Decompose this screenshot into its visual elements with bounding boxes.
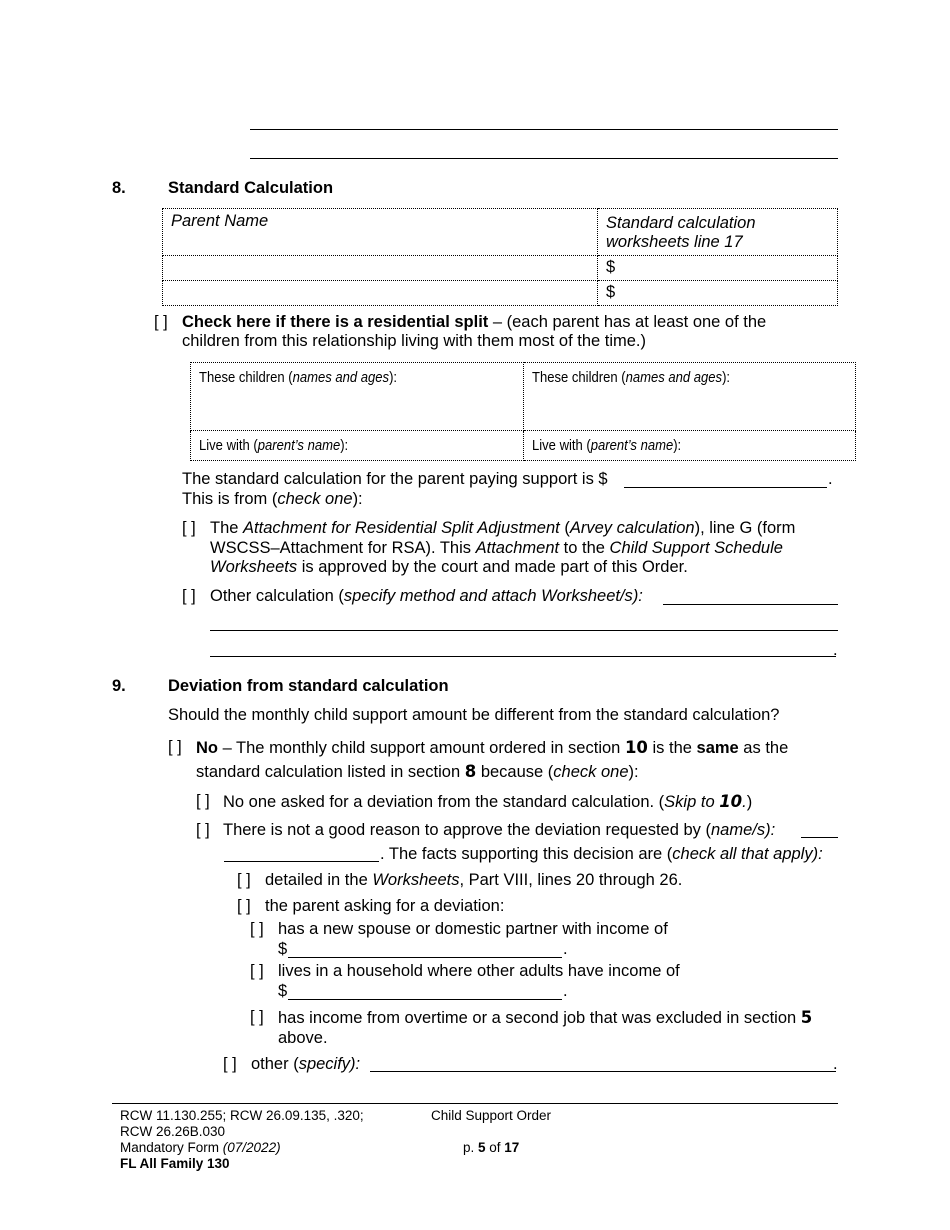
- section-5-ref: 5: [800, 1008, 813, 1027]
- other-specify-period: .: [833, 1055, 838, 1073]
- other-a: other (: [251, 1055, 299, 1073]
- worksheets-line-17-header: [598, 209, 838, 256]
- no-deviation-line2: [196, 762, 639, 782]
- no-c: as the: [738, 739, 789, 757]
- paying-support-line: The standard calculation for the parent paying support is $: [182, 470, 608, 488]
- facts-c: ):: [812, 845, 823, 863]
- facts-supporting-line: [380, 845, 823, 864]
- rsa-line1: [210, 519, 795, 538]
- overtime-a: has income from overtime or a second job that was excluded in section: [278, 1009, 801, 1027]
- detailed-worksheets-label: [265, 871, 682, 890]
- no-deviation-line1: [196, 738, 788, 758]
- children-cell-2[interactable]: [524, 363, 856, 431]
- new-spouse-dollar: $: [278, 940, 288, 958]
- not-good-reason-checkbox[interactable]: [ ]: [196, 821, 210, 839]
- no-b: is the: [647, 739, 697, 757]
- other-calc-checkbox[interactable]: [ ]: [182, 587, 196, 605]
- paying-support-amount-field[interactable]: [624, 487, 827, 488]
- overtime-line2: above.: [278, 1029, 328, 1047]
- residential-split-line1: [182, 313, 766, 332]
- live-label-1-end: ):: [340, 438, 349, 454]
- parent-asking-label: the parent asking for a deviation:: [265, 897, 505, 915]
- footer-mandatory-date: (07/2022): [222, 1140, 281, 1155]
- no-label: No: [196, 739, 218, 757]
- rsa-checkbox[interactable]: [ ]: [182, 519, 196, 537]
- rsa-line2: [210, 539, 783, 558]
- check-one-italic: check one: [277, 490, 353, 508]
- worksheets-header-line2: worksheets line 17: [606, 233, 743, 251]
- no-a: – The monthly child support amount ordered in section: [218, 739, 625, 757]
- children-label-1-italic: names and ages: [292, 370, 390, 386]
- footer-form-id: FL All Family 130: [120, 1156, 230, 1171]
- new-spouse-period: .: [563, 940, 568, 958]
- household-income-field[interactable]: [288, 999, 562, 1000]
- other-calc-c: ):: [632, 587, 643, 605]
- check-one-start: This is from (: [182, 490, 278, 508]
- children-label-1-end: ):: [389, 370, 398, 386]
- parent-name-cell-2[interactable]: [163, 281, 598, 306]
- rsa-l3-a: Worksheets: [210, 558, 298, 576]
- amount-cell-1[interactable]: $: [598, 256, 838, 281]
- live-with-cell-2[interactable]: [524, 431, 856, 461]
- new-spouse-income-field[interactable]: [288, 957, 562, 958]
- other-calc-field-3[interactable]: [210, 656, 836, 657]
- rsa-l2-b: Attachment: [475, 539, 560, 557]
- children-label-2-italic: names and ages: [625, 370, 723, 386]
- household-checkbox[interactable]: [ ]: [250, 962, 264, 980]
- detailed-b: Worksheets: [372, 871, 460, 889]
- footer-page-of: of: [485, 1140, 505, 1155]
- rsa-l1-b: Attachment for Residential Split Adjustment: [243, 519, 560, 537]
- no-one-asked-label: [223, 792, 752, 812]
- household-period: .: [563, 982, 568, 1000]
- footer-title: Child Support Order: [431, 1108, 552, 1123]
- section-9-number: 9.: [112, 677, 126, 695]
- footer-divider: [112, 1103, 838, 1104]
- no-l2-a: standard calculation listed in section: [196, 763, 465, 781]
- no-one-d: .: [742, 793, 747, 811]
- other-calc-b: specify method and attach Worksheet/s: [343, 587, 633, 605]
- no-l2-b: because (: [476, 763, 554, 781]
- blank-line-top-2[interactable]: [250, 158, 838, 159]
- live-label-1-start: Live with (: [199, 438, 258, 454]
- blank-line-top-1[interactable]: [250, 129, 838, 130]
- other-c: ):: [350, 1055, 361, 1073]
- other-specify-label: [251, 1055, 360, 1074]
- live-label-2-start: Live with (: [532, 438, 591, 454]
- residential-split-table: [190, 362, 856, 461]
- no-one-e: ): [746, 793, 753, 811]
- live-label-2-end: ):: [673, 438, 682, 454]
- no-one-asked-checkbox[interactable]: [ ]: [196, 792, 210, 810]
- overtime-label: [278, 1008, 812, 1028]
- section-10-ref: 10: [624, 738, 648, 757]
- no-deviation-checkbox[interactable]: [ ]: [168, 738, 182, 756]
- other-calc-field-1[interactable]: [663, 604, 838, 605]
- other-calc-a: Other calculation (: [210, 587, 344, 605]
- rsa-l1-a: The: [210, 519, 244, 537]
- residential-split-checkbox[interactable]: [ ]: [154, 313, 168, 331]
- facts-b: check all that apply: [672, 845, 813, 863]
- children-cell-1[interactable]: [191, 363, 524, 431]
- facts-a: . The facts supporting this decision are (: [380, 845, 673, 863]
- detailed-worksheets-checkbox[interactable]: [ ]: [237, 871, 251, 889]
- footer-page-total: 17: [504, 1140, 520, 1155]
- rsa-l2-c: to the: [559, 539, 610, 557]
- not-good-reason-label: [223, 821, 775, 840]
- children-label-1-start: These children (: [199, 370, 293, 386]
- amount-cell-2[interactable]: $: [598, 281, 838, 306]
- footer-page-a: p.: [463, 1140, 479, 1155]
- other-calc-label: [210, 587, 643, 606]
- rsa-line3: [210, 558, 688, 577]
- no-l2-c: check one: [553, 763, 629, 781]
- new-spouse-label: has a new spouse or domestic partner with income of: [278, 920, 668, 938]
- parent-name-header: Parent Name: [163, 209, 598, 256]
- check-one-end: ):: [352, 490, 363, 508]
- detailed-a: detailed in the: [265, 871, 373, 889]
- no-one-b: Skip to: [664, 793, 720, 811]
- footer-page-current: 5: [478, 1140, 486, 1155]
- rsa-l2-a: WSCSS–Attachment for RSA). This: [210, 539, 476, 557]
- footer-page-number: [463, 1140, 519, 1156]
- residential-split-label: Check here if there is a residential split: [182, 313, 489, 331]
- live-label-1-italic: parent’s name: [257, 438, 341, 454]
- skip-section-10-ref: 10: [719, 792, 743, 811]
- footer-mandatory-form: [120, 1140, 281, 1156]
- residential-split-line2: children from this relationship living with them most of the time.): [182, 332, 647, 350]
- no-one-a: No one asked for a deviation from the standard calculation. (: [223, 793, 665, 811]
- other-calc-period: .: [833, 641, 838, 659]
- rsa-l3-b: is approved by the court and made part of this Order.: [297, 558, 688, 576]
- section-8-number: 8.: [112, 179, 126, 197]
- section-8-ref: 8: [464, 762, 477, 781]
- new-spouse-checkbox[interactable]: [ ]: [250, 920, 264, 938]
- rsa-l1-c: (: [559, 519, 570, 537]
- not-good-c: ):: [765, 821, 776, 839]
- worksheets-header-line1: Standard calculation: [606, 214, 756, 232]
- live-label-2-italic: parent’s name: [590, 438, 674, 454]
- household-dollar: $: [278, 982, 288, 1000]
- other-specify-checkbox[interactable]: [ ]: [223, 1055, 237, 1073]
- not-good-a: There is not a good reason to approve the deviation requested by (: [223, 821, 711, 839]
- requested-by-field-2[interactable]: [224, 861, 379, 862]
- footer-rcw-line2: RCW 26.26B.030: [120, 1124, 226, 1139]
- standard-calculation-table: [162, 208, 838, 306]
- deviation-question: Should the monthly child support amount be different from the standard calculation?: [168, 706, 780, 724]
- children-label-2-end: ):: [722, 370, 731, 386]
- detailed-c: , Part VIII, lines 20 through 26.: [459, 871, 683, 889]
- footer-rcw-line1: RCW 11.130.255; RCW 26.09.135, .320;: [120, 1108, 364, 1123]
- parent-asking-checkbox[interactable]: [ ]: [237, 897, 251, 915]
- residential-split-desc: – (each parent has at least one of the: [488, 313, 767, 331]
- household-label: lives in a household where other adults have income of: [278, 962, 680, 980]
- footer-mandatory-a: Mandatory Form: [120, 1140, 223, 1155]
- same-label: same: [696, 739, 739, 757]
- other-b: specify: [298, 1055, 351, 1073]
- live-with-cell-1[interactable]: [191, 431, 524, 461]
- section-8-title: Standard Calculation: [168, 179, 334, 197]
- not-good-b: name/s: [710, 821, 766, 839]
- rsa-l1-d: Arvey calculation: [569, 519, 695, 537]
- rsa-l1-e: ), line G (form: [694, 519, 796, 537]
- section-9-title: Deviation from standard calculation: [168, 677, 449, 695]
- rsa-l2-d: Child Support Schedule: [609, 539, 783, 557]
- parent-name-cell-1[interactable]: [163, 256, 598, 281]
- children-label-2-start: These children (: [532, 370, 626, 386]
- other-specify-field[interactable]: [370, 1071, 836, 1072]
- overtime-checkbox[interactable]: [ ]: [250, 1008, 264, 1026]
- other-calc-field-2[interactable]: [210, 630, 838, 631]
- no-l2-d: ):: [628, 763, 639, 781]
- check-one-line: [182, 490, 363, 509]
- requested-by-field-1[interactable]: [801, 837, 838, 838]
- paying-support-period: .: [828, 470, 833, 488]
